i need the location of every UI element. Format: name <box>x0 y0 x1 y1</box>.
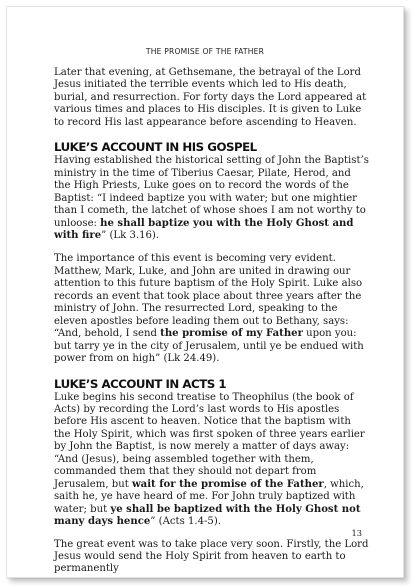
paragraph-text: , which, saith he, ye have heard of me. For John truly baptized with water; but <box>54 478 364 515</box>
paragraph-text: The importance of this event is becoming very evident. Matthew, Mark, Luke, and John are united in drawing our attention to this future baptism of the Holy Spirit. Luke also records an event that took place about three years after the ministry of John. The resurrected Lord, speaking to the eleven apostles before leading them out to Bethany, says: “And, behold, I send <box>54 253 363 340</box>
paragraph-importance <box>54 253 369 365</box>
citation: ” (Lk 3.16). <box>101 229 160 241</box>
paragraph-acts-treatise <box>54 392 369 529</box>
paragraph-text: Luke begins his second treatise to Theophilus (the book of Acts) by recording the Lord’s last words to His apostles before His ascent to heaven. Notice that the baptism with the Holy Spirit, which was first spoken of three years earlier by John the Baptist, is now merely a matter of days away: “And (Jesus), being assembled together with them, commanded them that they should not depart from Jerusalem, but <box>54 391 365 490</box>
bold-quote: he shall baptize you with the Holy Ghost and with fire <box>54 217 354 241</box>
paragraph-text: Having established the historical setting of John the Baptist’s ministry in the time of Tiberius Caesar, Pilate, Herod, and the High Priests, Luke goes on to record the words of the Baptist: “I indeed baptize you with water; but one mightier than I cometh, the latchet of whose shoes I am not worthy to unloose: <box>54 155 369 229</box>
running-head: THE PROMISE OF THE FATHER <box>145 47 265 56</box>
page-number: 13 <box>351 528 362 538</box>
bold-quote: the promise of my Father <box>160 328 303 340</box>
heading-acts-account: LUKE’S ACCOUNT IN ACTS 1 <box>54 376 227 391</box>
page-body <box>54 67 369 587</box>
citation: upon you: but tarry ye in the city of Jerusalem, until ye be endued with power from on high” (Lk 24.49). <box>54 328 364 365</box>
bold-quote: ye shall be baptized with the Holy Ghost not many days hence <box>54 503 361 528</box>
paragraph-gethsemane: Later that evening, at Gethsemane, the betrayal of the Lord Jesus initiated the terrible events which led to His death, burial, and resurrection. For forty days the Lord appeared at various times and places to His disciples. It is given to Luke to record His last appearance before ascending to Heaven. <box>54 67 367 128</box>
citation: ” (Acts 1.4-5). <box>150 516 221 528</box>
heading-gospel-account: LUKE’S ACCOUNT IN HIS GOSPEL <box>54 140 257 155</box>
book-page <box>6 6 404 578</box>
paragraph-baptist-words <box>54 155 369 242</box>
paragraph-great-event: The great event was to take place very soon. Firstly, the Lord Jesus would send the Holy Spirit from heaven to earth to permanently <box>54 538 369 575</box>
bold-quote: wait for the promise of the Father <box>131 478 324 490</box>
